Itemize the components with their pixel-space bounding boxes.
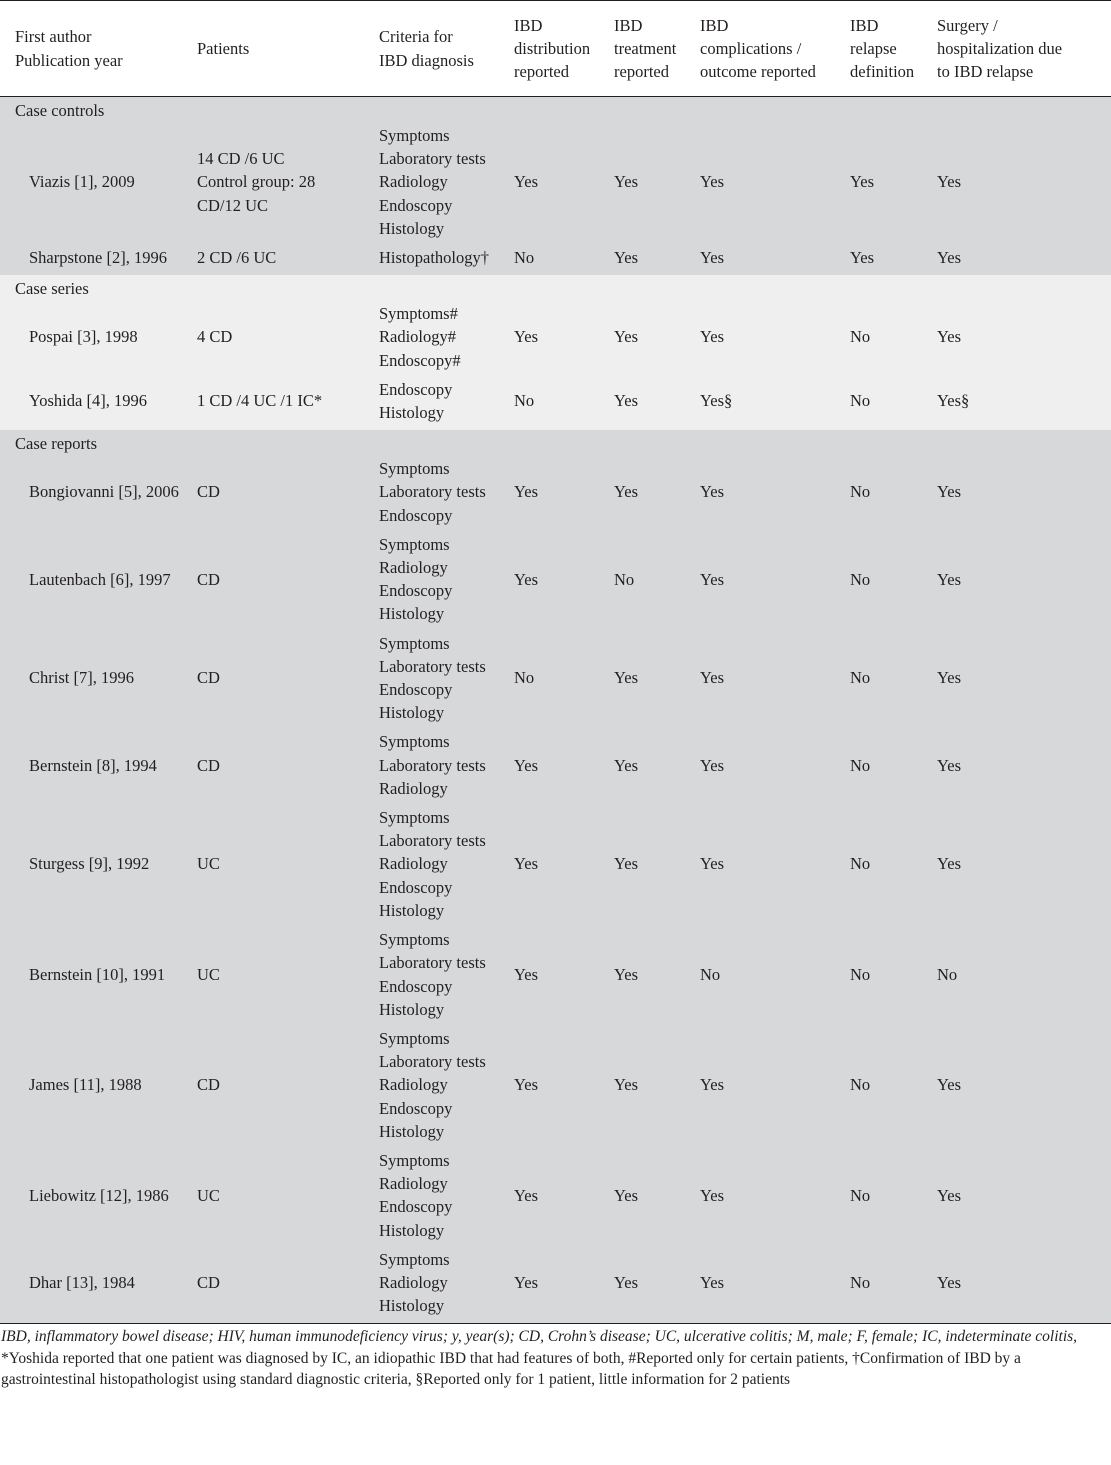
table-footnote (0, 1323, 1111, 1391)
column-header-line: reported (614, 62, 669, 82)
column-header-line: complications / (700, 38, 802, 58)
criteria-line: Histology (379, 403, 445, 423)
table-row (0, 1149, 1111, 1242)
group-row (0, 430, 1111, 457)
surgery-cell: Yes (937, 730, 1111, 800)
criteria-line: Radiology (379, 1075, 448, 1095)
table-row (0, 1248, 1111, 1318)
distribution-cell: Yes (514, 302, 614, 372)
complications-cell: Yes§ (700, 378, 850, 424)
patients-cell (197, 246, 379, 269)
criteria-cell (379, 1027, 514, 1143)
criteria-line: Laboratory tests (379, 149, 486, 169)
patients-cell (197, 533, 379, 626)
relapse-cell: Yes (850, 246, 937, 269)
criteria-line: Endoscopy (379, 505, 453, 525)
distribution-cell: Yes (514, 730, 614, 800)
surgery-cell: Yes (937, 457, 1111, 527)
column-header (379, 1, 514, 97)
treatment-cell: Yes (614, 246, 700, 269)
distribution-cell: No (514, 632, 614, 725)
surgery-cell: Yes (937, 533, 1111, 626)
criteria-line: Symptoms (379, 1249, 450, 1269)
complications-cell: No (700, 928, 850, 1021)
column-header-line: IBD diagnosis (379, 50, 474, 70)
distribution-cell: Yes (514, 457, 614, 527)
criteria-line: Radiology (379, 1272, 448, 1292)
criteria-line: Laboratory tests (379, 656, 486, 676)
criteria-line: Histology (379, 900, 445, 920)
criteria-cell (379, 124, 514, 240)
table-row (0, 457, 1111, 527)
relapse-cell: No (850, 730, 937, 800)
criteria-line: Endoscopy (379, 195, 453, 215)
criteria-line: Endoscopy# (379, 350, 461, 370)
criteria-line: Radiology# (379, 327, 456, 347)
patients-line: CD/12 UC (197, 195, 269, 215)
author-cell: Lautenbach [6], 1997 (0, 533, 197, 626)
column-header-line: outcome reported (700, 62, 816, 82)
complications-cell: Yes (700, 1027, 850, 1143)
table-row (0, 302, 1111, 372)
treatment-cell: Yes (614, 1149, 700, 1242)
criteria-cell (379, 1248, 514, 1318)
treatment-cell: Yes (614, 457, 700, 527)
footnote-notes: *Yoshida reported that one patient was diagnosed by IC, an idiopathic IBD that had features of both, #Reported only for certain patients, †Confirmation of IBD by a gastrointestinal histopathologist using standard diagnostic criteria, §Reported only for 1 patient, little information for 2 patients (1, 1349, 1021, 1389)
patients-line: CD (197, 569, 220, 589)
surgery-cell: No (937, 928, 1111, 1021)
patients-line: UC (197, 854, 220, 874)
criteria-line: Endoscopy (379, 1098, 453, 1118)
criteria-line: Symptoms (379, 808, 450, 828)
surgery-cell: Yes (937, 246, 1111, 269)
patients-line: UC (197, 964, 220, 984)
surgery-cell: Yes (937, 806, 1111, 922)
treatment-cell: No (614, 533, 700, 626)
criteria-line: Endoscopy (379, 581, 453, 601)
distribution-cell: Yes (514, 1027, 614, 1143)
treatment-cell: Yes (614, 730, 700, 800)
relapse-cell: No (850, 928, 937, 1021)
column-header-line: IBD (850, 15, 879, 35)
complications-cell: Yes (700, 632, 850, 725)
criteria-line: Laboratory tests (379, 1052, 486, 1072)
complications-cell: Yes (700, 457, 850, 527)
treatment-cell: Yes (614, 1027, 700, 1143)
footnote-abbreviations: IBD, inflammatory bowel disease; HIV, human immunodeficiency virus; y, year(s); CD, Crohn’s disease; UC, ulcerative colitis; M, male; F, female; IC, indeterminate colitis, (1, 1328, 1078, 1346)
column-header-line: Publication year (15, 50, 123, 70)
surgery-cell: Yes (937, 1248, 1111, 1318)
criteria-line: Laboratory tests (379, 482, 486, 502)
column-header (614, 1, 700, 97)
criteria-line: Laboratory tests (379, 831, 486, 851)
criteria-line: Symptoms (379, 126, 450, 145)
criteria-line: Histopathology† (379, 248, 489, 268)
relapse-cell: No (850, 806, 937, 922)
treatment-cell: Yes (614, 928, 700, 1021)
treatment-cell: Yes (614, 1248, 700, 1318)
surgery-cell: Yes (937, 1149, 1111, 1242)
criteria-line: Radiology (379, 778, 448, 798)
patients-cell (197, 1248, 379, 1318)
complications-cell: Yes (700, 246, 850, 269)
patients-cell (197, 1027, 379, 1143)
table-row (0, 1027, 1111, 1143)
author-cell: Christ [7], 1996 (0, 632, 197, 725)
author-cell: James [11], 1988 (0, 1027, 197, 1143)
patients-cell (197, 457, 379, 527)
distribution-cell: Yes (514, 1248, 614, 1318)
group-row (0, 97, 1111, 125)
table-row (0, 928, 1111, 1021)
column-header-line: definition (850, 62, 915, 82)
author-cell: Sturgess [9], 1992 (0, 806, 197, 922)
patients-line: 4 CD (197, 327, 233, 347)
column-header (0, 1, 197, 97)
criteria-cell (379, 730, 514, 800)
criteria-line: Radiology (379, 172, 448, 192)
table-row (0, 378, 1111, 424)
distribution-cell: No (514, 378, 614, 424)
author-cell: Bernstein [10], 1991 (0, 928, 197, 1021)
distribution-cell: Yes (514, 928, 614, 1021)
column-header-line: reported (514, 62, 569, 82)
relapse-cell: No (850, 302, 937, 372)
distribution-cell: Yes (514, 806, 614, 922)
surgery-cell: Yes (937, 124, 1111, 240)
column-header-line: Surgery / (937, 15, 998, 35)
complications-cell: Yes (700, 302, 850, 372)
complications-cell: Yes (700, 1149, 850, 1242)
criteria-cell (379, 246, 514, 269)
criteria-line: Endoscopy (379, 680, 453, 700)
column-header-line: IBD (700, 15, 729, 35)
relapse-cell: No (850, 378, 937, 424)
table-body (0, 97, 1111, 1324)
relapse-cell: No (850, 632, 937, 725)
group-label: Case series (0, 275, 1111, 302)
criteria-line: Symptoms (379, 1028, 450, 1048)
relapse-cell: No (850, 1149, 937, 1242)
table-row (0, 246, 1111, 269)
table-row (0, 124, 1111, 240)
patients-cell (197, 1149, 379, 1242)
criteria-line: Laboratory tests (379, 755, 486, 775)
relapse-cell: Yes (850, 124, 937, 240)
complications-cell: Yes (700, 533, 850, 626)
author-cell: Bongiovanni [5], 2006 (0, 457, 197, 527)
author-cell: Liebowitz [12], 1986 (0, 1149, 197, 1242)
patients-cell (197, 806, 379, 922)
criteria-line: Endoscopy (379, 1197, 453, 1217)
criteria-line: Radiology (379, 854, 448, 874)
column-header-line: hospitalization due (937, 38, 1063, 58)
column-header-line: distribution (514, 38, 591, 58)
distribution-cell: Yes (514, 124, 614, 240)
patients-line: 2 CD /6 UC (197, 248, 277, 268)
author-cell: Viazis [1], 2009 (0, 124, 197, 240)
patients-line: CD (197, 755, 220, 775)
complications-cell: Yes (700, 730, 850, 800)
column-header-line: relapse (850, 38, 897, 58)
patients-line: CD (197, 1075, 220, 1095)
treatment-cell: Yes (614, 632, 700, 725)
relapse-cell: No (850, 533, 937, 626)
patients-line: CD (197, 668, 220, 688)
column-header (850, 1, 937, 97)
criteria-cell (379, 632, 514, 725)
patients-line: CD (197, 1272, 220, 1292)
criteria-line: Histology (379, 999, 445, 1019)
patients-cell (197, 378, 379, 424)
criteria-line: Symptoms (379, 459, 450, 479)
author-cell: Sharpstone [2], 1996 (0, 246, 197, 269)
column-header-line: Patients (197, 38, 250, 58)
treatment-cell: Yes (614, 124, 700, 240)
author-cell: Pospai [3], 1998 (0, 302, 197, 372)
patients-line: UC (197, 1185, 220, 1205)
criteria-line: Laboratory tests (379, 953, 486, 973)
column-header (514, 1, 614, 97)
distribution-cell: Yes (514, 533, 614, 626)
patients-line: CD (197, 482, 220, 502)
criteria-line: Histology (379, 1121, 445, 1141)
patients-cell (197, 928, 379, 1021)
table-header-row (0, 1, 1111, 97)
column-header-line: IBD (614, 15, 643, 35)
column-header (937, 1, 1111, 97)
complications-cell: Yes (700, 1248, 850, 1318)
group-label: Case controls (0, 97, 1111, 125)
column-header-line: IBD (514, 15, 543, 35)
treatment-cell: Yes (614, 378, 700, 424)
criteria-line: Endoscopy (379, 379, 453, 399)
criteria-cell (379, 928, 514, 1021)
surgery-cell: Yes§ (937, 378, 1111, 424)
author-cell: Bernstein [8], 1994 (0, 730, 197, 800)
column-header-line: treatment (614, 38, 677, 58)
criteria-line: Symptoms (379, 930, 450, 950)
criteria-line: Symptoms (379, 1150, 450, 1170)
patients-line: 14 CD /6 UC (197, 149, 285, 169)
criteria-line: Histology (379, 604, 445, 624)
table-row (0, 632, 1111, 725)
criteria-line: Radiology (379, 1174, 448, 1194)
table-row (0, 730, 1111, 800)
criteria-cell (379, 457, 514, 527)
distribution-cell: Yes (514, 1149, 614, 1242)
criteria-line: Endoscopy (379, 877, 453, 897)
criteria-line: Symptoms# (379, 304, 458, 324)
column-header (197, 1, 379, 97)
patients-cell (197, 730, 379, 800)
criteria-cell (379, 533, 514, 626)
criteria-cell (379, 806, 514, 922)
complications-cell: Yes (700, 124, 850, 240)
criteria-line: Radiology (379, 558, 448, 578)
criteria-line: Histology (379, 1220, 445, 1240)
criteria-line: Symptoms (379, 534, 450, 554)
table-row (0, 533, 1111, 626)
complications-cell: Yes (700, 806, 850, 922)
criteria-cell (379, 1149, 514, 1242)
column-header-line: to IBD relapse (937, 62, 1034, 82)
author-cell: Yoshida [4], 1996 (0, 378, 197, 424)
relapse-cell: No (850, 1248, 937, 1318)
criteria-line: Endoscopy (379, 976, 453, 996)
criteria-line: Histology (379, 218, 445, 238)
author-cell: Dhar [13], 1984 (0, 1248, 197, 1318)
relapse-cell: No (850, 457, 937, 527)
patients-line: 1 CD /4 UC /1 IC* (197, 391, 323, 411)
group-label: Case reports (0, 430, 1111, 457)
table-row (0, 806, 1111, 922)
surgery-cell: Yes (937, 632, 1111, 725)
surgery-cell: Yes (937, 1027, 1111, 1143)
patients-cell (197, 124, 379, 240)
criteria-cell (379, 378, 514, 424)
relapse-cell: No (850, 1027, 937, 1143)
criteria-line: Symptoms (379, 633, 450, 653)
column-header-line: Criteria for (379, 27, 453, 47)
distribution-cell: No (514, 246, 614, 269)
patients-line: Control group: 28 (197, 172, 316, 192)
treatment-cell: Yes (614, 806, 700, 922)
column-header (700, 1, 850, 97)
criteria-cell (379, 302, 514, 372)
criteria-line: Histology (379, 1296, 445, 1316)
treatment-cell: Yes (614, 302, 700, 372)
criteria-line: Histology (379, 703, 445, 723)
patients-cell (197, 302, 379, 372)
column-header-line: First author (15, 27, 92, 47)
criteria-line: Symptoms (379, 732, 450, 752)
group-row (0, 275, 1111, 302)
patients-cell (197, 632, 379, 725)
surgery-cell: Yes (937, 302, 1111, 372)
